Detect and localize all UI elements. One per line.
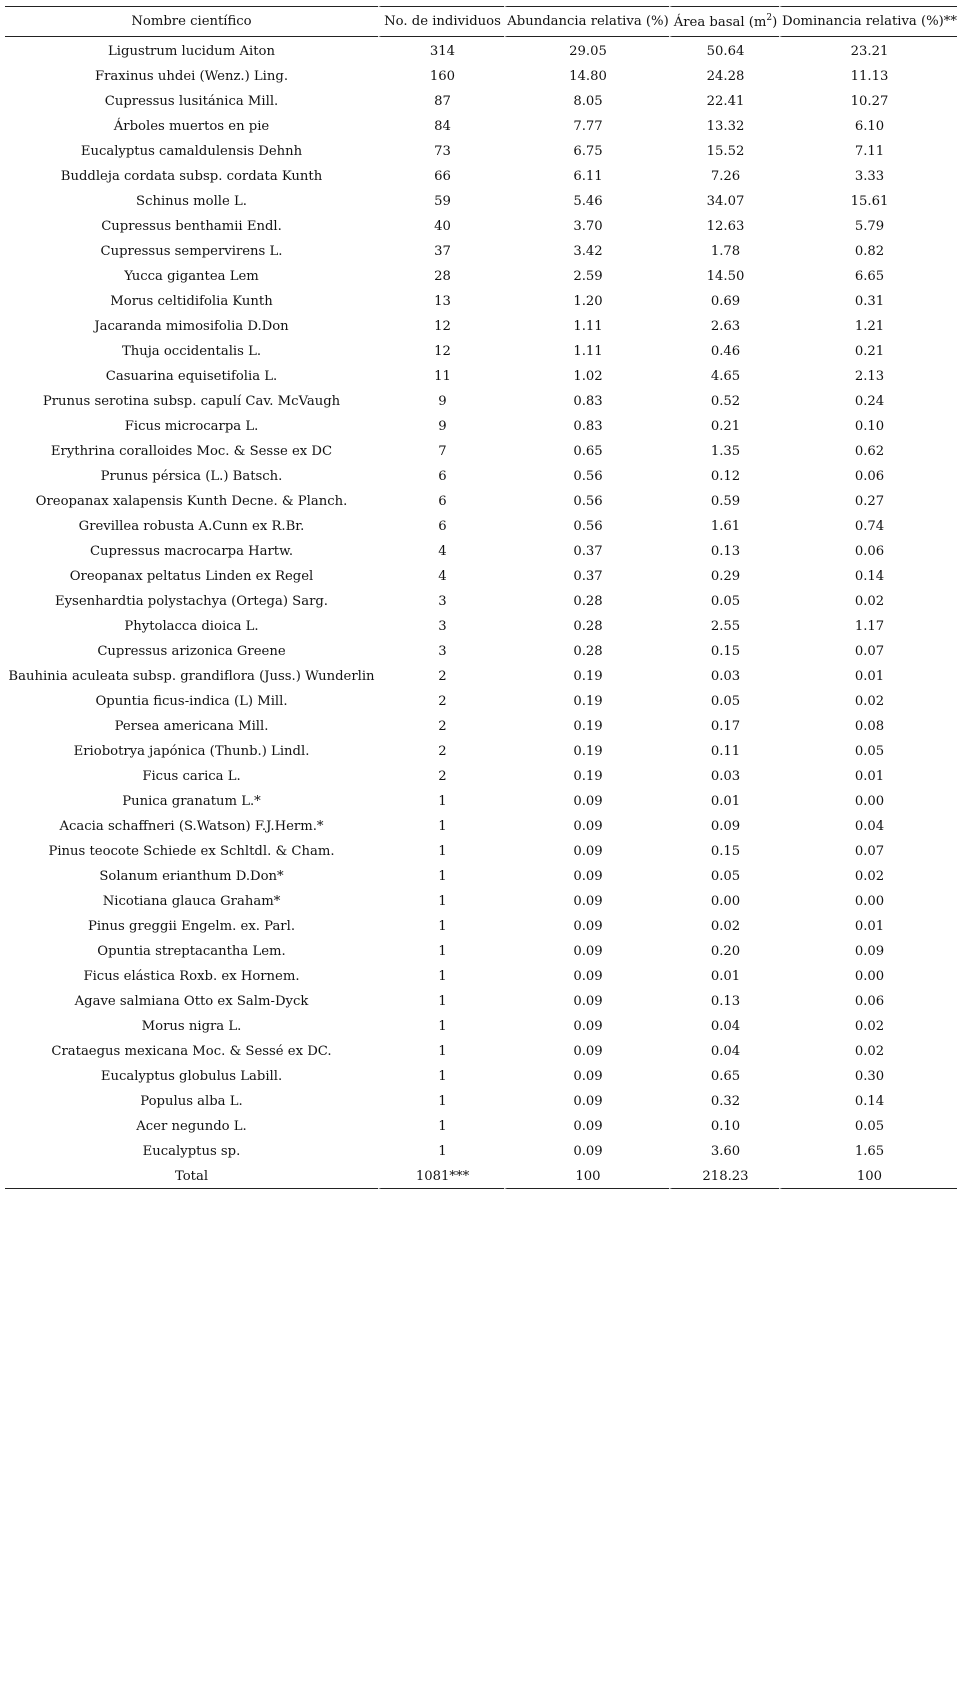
cell-basal-area: 0.05 <box>669 864 779 889</box>
cell-scientific-name: Prunus serotina subsp. capulí Cav. McVaugh <box>42 394 341 409</box>
cell-relative-dominance: 0.82 <box>779 239 957 264</box>
cell-relative-abundance: 0.09 <box>504 789 669 814</box>
cell-scientific-name: Cupressus arizonica Greene <box>97 644 286 659</box>
cell-basal-area: 0.65 <box>669 1064 779 1089</box>
table-row <box>5 389 957 414</box>
cell-scientific-name: Eucalyptus sp. <box>142 1144 241 1159</box>
table-header <box>5 6 957 37</box>
table-row <box>5 89 957 114</box>
cell-basal-area: 0.10 <box>669 1114 779 1139</box>
cell-individuals: 4 <box>378 539 504 564</box>
table-footer <box>5 1164 957 1189</box>
cell-scientific-name: Solanum erianthum D.Don* <box>99 869 284 884</box>
cell-basal-area: 0.15 <box>669 839 779 864</box>
cell-relative-abundance: 0.28 <box>504 639 669 664</box>
cell-basal-area: 0.04 <box>669 1039 779 1064</box>
cell-scientific-name: Prunus pérsica (L.) Batsch. <box>100 469 283 484</box>
cell-relative-abundance: 0.56 <box>504 464 669 489</box>
cell-relative-dominance: 0.02 <box>779 1014 957 1039</box>
cell-basal-area: 7.26 <box>669 164 779 189</box>
cell-individuals: 1 <box>378 1089 504 1114</box>
cell-relative-abundance: 1.02 <box>504 364 669 389</box>
cell-relative-abundance: 1.20 <box>504 289 669 314</box>
cell-individuals: 2 <box>378 689 504 714</box>
cell-individuals: 1 <box>378 1139 504 1164</box>
table-row <box>5 64 957 89</box>
cell-individuals: 1 <box>378 864 504 889</box>
cell-scientific-name: Bauhinia aculeata subsp. grandiflora (Juss.) Wunderlin <box>8 669 375 684</box>
table-row <box>5 464 957 489</box>
cell-scientific-name: Pinus teocote Schiede ex Schltdl. & Cham. <box>48 844 335 859</box>
header-basal-area-close: ) <box>772 15 778 30</box>
table-row <box>5 839 957 864</box>
cell-individuals: 3 <box>378 589 504 614</box>
cell-relative-abundance: 0.09 <box>504 1089 669 1114</box>
cell-scientific-name: Casuarina equisetifolia L. <box>105 369 278 384</box>
cell-scientific-name: Buddleja cordata subsp. cordata Kunth <box>60 169 323 184</box>
cell-individuals: 4 <box>378 564 504 589</box>
cell-relative-dominance: 0.27 <box>779 489 957 514</box>
cell-basal-area: 13.32 <box>669 114 779 139</box>
cell-basal-area: 34.07 <box>669 189 779 214</box>
table-row <box>5 739 957 764</box>
cell-basal-area: 0.03 <box>669 764 779 789</box>
cell-relative-dominance: 0.10 <box>779 414 957 439</box>
cell-relative-abundance: 2.59 <box>504 264 669 289</box>
cell-relative-dominance: 1.21 <box>779 314 957 339</box>
table-row <box>5 1114 957 1139</box>
cell-relative-dominance: 1.65 <box>779 1139 957 1164</box>
species-table <box>5 6 957 1189</box>
cell-relative-dominance: 2.13 <box>779 364 957 389</box>
cell-scientific-name: Agave salmiana Otto ex Salm-Dyck <box>74 994 309 1009</box>
cell-basal-area: 0.09 <box>669 814 779 839</box>
cell-individuals: 87 <box>378 89 504 114</box>
table-row <box>5 239 957 264</box>
table-row <box>5 864 957 889</box>
cell-relative-dominance: 5.79 <box>779 214 957 239</box>
cell-relative-abundance: 1.11 <box>504 314 669 339</box>
cell-relative-abundance: 0.37 <box>504 539 669 564</box>
cell-individuals: 1 <box>378 1039 504 1064</box>
total-basal-area: 218.23 <box>669 1164 779 1189</box>
table-body <box>5 37 957 1164</box>
cell-individuals: 1 <box>378 1014 504 1039</box>
cell-individuals: 3 <box>378 614 504 639</box>
cell-scientific-name: Eucalyptus camaldulensis Dehnh <box>80 144 303 159</box>
cell-relative-dominance: 0.31 <box>779 289 957 314</box>
cell-individuals: 6 <box>378 514 504 539</box>
table-row <box>5 289 957 314</box>
cell-relative-abundance: 29.05 <box>504 37 669 64</box>
cell-relative-abundance: 6.75 <box>504 139 669 164</box>
header-scientific-name: Nombre científico <box>5 6 378 37</box>
cell-individuals: 1 <box>378 839 504 864</box>
table-row <box>5 814 957 839</box>
cell-basal-area: 0.01 <box>669 789 779 814</box>
cell-relative-abundance: 0.09 <box>504 964 669 989</box>
cell-relative-abundance: 0.09 <box>504 814 669 839</box>
cell-scientific-name: Pinus greggii Engelm. ex. Parl. <box>87 919 296 934</box>
cell-basal-area: 1.35 <box>669 439 779 464</box>
table-row <box>5 489 957 514</box>
cell-relative-abundance: 0.09 <box>504 839 669 864</box>
cell-relative-abundance: 0.09 <box>504 889 669 914</box>
cell-individuals: 1 <box>378 1114 504 1139</box>
table-row <box>5 764 957 789</box>
cell-relative-dominance: 15.61 <box>779 189 957 214</box>
cell-scientific-name: Thuja occidentalis L. <box>121 344 262 359</box>
table-row <box>5 1014 957 1039</box>
cell-scientific-name: Ficus elástica Roxb. ex Hornem. <box>83 969 300 984</box>
cell-individuals: 6 <box>378 489 504 514</box>
cell-individuals: 84 <box>378 114 504 139</box>
cell-individuals: 3 <box>378 639 504 664</box>
cell-individuals: 1 <box>378 789 504 814</box>
cell-individuals: 1 <box>378 989 504 1014</box>
cell-individuals: 13 <box>378 289 504 314</box>
cell-basal-area: 0.13 <box>669 989 779 1014</box>
cell-relative-dominance: 7.11 <box>779 139 957 164</box>
cell-basal-area: 0.05 <box>669 589 779 614</box>
cell-scientific-name: Oreopanax peltatus Linden ex Regel <box>69 569 314 584</box>
cell-relative-abundance: 7.77 <box>504 114 669 139</box>
table-row <box>5 889 957 914</box>
cell-individuals: 73 <box>378 139 504 164</box>
cell-scientific-name: Eysenhardtia polystachya (Ortega) Sarg. <box>54 594 329 609</box>
header-relative-abundance: Abundancia relativa (%) <box>504 6 669 37</box>
cell-relative-dominance: 0.02 <box>779 689 957 714</box>
cell-basal-area: 14.50 <box>669 264 779 289</box>
cell-individuals: 1 <box>378 964 504 989</box>
cell-individuals: 40 <box>378 214 504 239</box>
cell-relative-dominance: 0.21 <box>779 339 957 364</box>
table-row <box>5 1064 957 1089</box>
cell-relative-dominance: 6.10 <box>779 114 957 139</box>
cell-relative-dominance: 0.01 <box>779 914 957 939</box>
cell-basal-area: 0.21 <box>669 414 779 439</box>
cell-individuals: 2 <box>378 739 504 764</box>
cell-relative-abundance: 6.11 <box>504 164 669 189</box>
total-abundance: 100 <box>504 1164 669 1189</box>
cell-relative-dominance: 0.62 <box>779 439 957 464</box>
cell-individuals: 2 <box>378 764 504 789</box>
table-row <box>5 114 957 139</box>
cell-relative-dominance: 0.30 <box>779 1064 957 1089</box>
table-row <box>5 1089 957 1114</box>
cell-individuals: 6 <box>378 464 504 489</box>
table-row <box>5 439 957 464</box>
cell-relative-abundance: 0.09 <box>504 914 669 939</box>
cell-relative-abundance: 0.65 <box>504 439 669 464</box>
cell-scientific-name: Morus nigra L. <box>141 1019 242 1034</box>
table-row <box>5 339 957 364</box>
cell-scientific-name: Ficus carica L. <box>142 769 241 784</box>
table-row <box>5 964 957 989</box>
cell-scientific-name: Schinus molle L. <box>136 194 247 209</box>
cell-basal-area: 0.12 <box>669 464 779 489</box>
cell-relative-dominance: 0.01 <box>779 764 957 789</box>
table-row <box>5 1139 957 1164</box>
cell-basal-area: 0.00 <box>669 889 779 914</box>
cell-relative-dominance: 0.09 <box>779 939 957 964</box>
table-row <box>5 689 957 714</box>
cell-basal-area: 0.11 <box>669 739 779 764</box>
cell-relative-abundance: 0.28 <box>504 589 669 614</box>
cell-individuals: 1 <box>378 914 504 939</box>
cell-relative-dominance: 0.06 <box>779 989 957 1014</box>
cell-relative-dominance: 0.02 <box>779 589 957 614</box>
table-row <box>5 664 957 689</box>
cell-basal-area: 0.01 <box>669 964 779 989</box>
cell-scientific-name: Jacaranda mimosifolia D.Don <box>94 319 289 334</box>
cell-relative-abundance: 0.37 <box>504 564 669 589</box>
cell-relative-dominance: 0.05 <box>779 739 957 764</box>
cell-basal-area: 3.60 <box>669 1139 779 1164</box>
table-row <box>5 264 957 289</box>
cell-scientific-name: Phytolacca dioica L. <box>124 619 259 634</box>
cell-basal-area: 1.78 <box>669 239 779 264</box>
cell-scientific-name: Acer negundo L. <box>136 1119 247 1134</box>
cell-scientific-name: Punica granatum L.* <box>122 794 261 809</box>
cell-relative-abundance: 0.83 <box>504 414 669 439</box>
total-individuals: 1081*** <box>378 1164 504 1189</box>
cell-scientific-name: Nicotiana glauca Graham* <box>102 894 281 909</box>
cell-relative-dominance: 0.24 <box>779 389 957 414</box>
table-row <box>5 214 957 239</box>
header-row <box>5 6 957 37</box>
cell-relative-dominance: 0.02 <box>779 864 957 889</box>
cell-relative-abundance: 0.19 <box>504 664 669 689</box>
cell-individuals: 11 <box>378 364 504 389</box>
cell-relative-abundance: 5.46 <box>504 189 669 214</box>
cell-relative-dominance: 0.74 <box>779 514 957 539</box>
cell-basal-area: 0.15 <box>669 639 779 664</box>
cell-scientific-name: Cupressus lusitánica Mill. <box>104 94 279 109</box>
cell-individuals: 160 <box>378 64 504 89</box>
table-row <box>5 989 957 1014</box>
header-relative-dominance: Dominancia relativa (%)** <box>779 6 957 37</box>
cell-scientific-name: Grevillea robusta A.Cunn ex R.Br. <box>78 519 305 534</box>
cell-relative-abundance: 0.09 <box>504 1114 669 1139</box>
cell-basal-area: 2.55 <box>669 614 779 639</box>
cell-relative-abundance: 0.09 <box>504 939 669 964</box>
table-row <box>5 514 957 539</box>
cell-relative-abundance: 0.09 <box>504 864 669 889</box>
cell-basal-area: 0.69 <box>669 289 779 314</box>
cell-relative-dominance: 0.04 <box>779 814 957 839</box>
cell-relative-dominance: 0.14 <box>779 1089 957 1114</box>
cell-scientific-name: Acacia schaffneri (S.Watson) F.J.Herm.* <box>59 819 324 834</box>
cell-relative-abundance: 0.56 <box>504 514 669 539</box>
cell-relative-abundance: 3.42 <box>504 239 669 264</box>
table-row <box>5 914 957 939</box>
cell-relative-dominance: 0.05 <box>779 1114 957 1139</box>
cell-basal-area: 0.02 <box>669 914 779 939</box>
cell-relative-abundance: 0.19 <box>504 689 669 714</box>
table-row <box>5 939 957 964</box>
cell-basal-area: 24.28 <box>669 64 779 89</box>
cell-individuals: 59 <box>378 189 504 214</box>
table-row <box>5 589 957 614</box>
cell-basal-area: 15.52 <box>669 139 779 164</box>
header-basal-area-exponent: 2 <box>766 13 773 23</box>
cell-relative-dominance: 0.01 <box>779 664 957 689</box>
total-dominance: 100 <box>779 1164 957 1189</box>
cell-relative-dominance: 11.13 <box>779 64 957 89</box>
cell-relative-dominance: 0.14 <box>779 564 957 589</box>
total-row <box>5 1164 957 1189</box>
cell-scientific-name: Opuntia ficus-indica (L) Mill. <box>95 694 288 709</box>
table-row <box>5 164 957 189</box>
cell-scientific-name: Crataegus mexicana Moc. & Sessé ex DC. <box>51 1044 332 1059</box>
cell-basal-area: 0.59 <box>669 489 779 514</box>
total-label: Total <box>5 1164 378 1189</box>
cell-relative-abundance: 0.19 <box>504 764 669 789</box>
cell-relative-abundance: 8.05 <box>504 89 669 114</box>
cell-basal-area: 0.32 <box>669 1089 779 1114</box>
cell-individuals: 12 <box>378 314 504 339</box>
cell-scientific-name: Árboles muertos en pie <box>113 119 270 134</box>
cell-scientific-name: Fraxinus uhdei (Wenz.) Ling. <box>94 69 289 84</box>
cell-individuals: 9 <box>378 414 504 439</box>
cell-basal-area: 0.03 <box>669 664 779 689</box>
table-row <box>5 414 957 439</box>
cell-basal-area: 12.63 <box>669 214 779 239</box>
cell-individuals: 314 <box>378 37 504 64</box>
cell-relative-abundance: 14.80 <box>504 64 669 89</box>
table-row <box>5 614 957 639</box>
cell-scientific-name: Ligustrum lucidum Aiton <box>108 44 275 59</box>
cell-basal-area: 0.29 <box>669 564 779 589</box>
cell-relative-dominance: 3.33 <box>779 164 957 189</box>
cell-relative-dominance: 0.06 <box>779 539 957 564</box>
species-table-container <box>5 6 957 1189</box>
cell-relative-dominance: 10.27 <box>779 89 957 114</box>
cell-relative-abundance: 0.83 <box>504 389 669 414</box>
cell-relative-abundance: 0.09 <box>504 989 669 1014</box>
cell-scientific-name: Persea americana Mill. <box>114 719 269 734</box>
table-row <box>5 639 957 664</box>
cell-individuals: 2 <box>378 714 504 739</box>
cell-individuals: 1 <box>378 814 504 839</box>
cell-scientific-name: Erythrina coralloides Moc. & Sesse ex DC <box>50 444 333 459</box>
cell-scientific-name: Oreopanax xalapensis Kunth Decne. & Planch. <box>35 494 348 509</box>
cell-relative-abundance: 0.28 <box>504 614 669 639</box>
cell-scientific-name: Eriobotrya japónica (Thunb.) Lindl. <box>73 744 310 759</box>
table-row <box>5 539 957 564</box>
cell-basal-area: 2.63 <box>669 314 779 339</box>
cell-individuals: 7 <box>378 439 504 464</box>
cell-individuals: 1 <box>378 1064 504 1089</box>
cell-individuals: 28 <box>378 264 504 289</box>
cell-individuals: 12 <box>378 339 504 364</box>
table-row <box>5 189 957 214</box>
cell-scientific-name: Eucalyptus globulus Labill. <box>100 1069 283 1084</box>
cell-scientific-name: Yucca gigantea Lem <box>124 269 259 284</box>
cell-relative-abundance: 0.19 <box>504 739 669 764</box>
cell-basal-area: 22.41 <box>669 89 779 114</box>
cell-relative-dominance: 0.00 <box>779 964 957 989</box>
cell-individuals: 1 <box>378 939 504 964</box>
cell-relative-abundance: 0.09 <box>504 1139 669 1164</box>
cell-relative-abundance: 0.09 <box>504 1064 669 1089</box>
cell-relative-dominance: 0.00 <box>779 789 957 814</box>
cell-basal-area: 0.05 <box>669 689 779 714</box>
cell-individuals: 37 <box>378 239 504 264</box>
cell-basal-area: 50.64 <box>669 37 779 64</box>
cell-relative-abundance: 0.56 <box>504 489 669 514</box>
cell-relative-dominance: 23.21 <box>779 37 957 64</box>
cell-scientific-name: Cupressus macrocarpa Hartw. <box>89 544 294 559</box>
cell-basal-area: 0.13 <box>669 539 779 564</box>
cell-basal-area: 0.46 <box>669 339 779 364</box>
cell-scientific-name: Opuntia streptacantha Lem. <box>97 944 286 959</box>
cell-individuals: 1 <box>378 889 504 914</box>
cell-relative-dominance: 0.08 <box>779 714 957 739</box>
table-row <box>5 37 957 64</box>
cell-relative-dominance: 6.65 <box>779 264 957 289</box>
table-row <box>5 364 957 389</box>
table-row <box>5 714 957 739</box>
table-row <box>5 139 957 164</box>
cell-relative-dominance: 0.06 <box>779 464 957 489</box>
cell-individuals: 66 <box>378 164 504 189</box>
cell-scientific-name: Morus celtidifolia Kunth <box>110 294 273 309</box>
cell-individuals: 9 <box>378 389 504 414</box>
cell-scientific-name: Populus alba L. <box>140 1094 243 1109</box>
cell-relative-dominance: 0.07 <box>779 639 957 664</box>
cell-relative-abundance: 0.09 <box>504 1014 669 1039</box>
table-row <box>5 1039 957 1064</box>
header-individuals: No. de individuos <box>378 6 504 37</box>
header-basal-area <box>669 6 779 37</box>
table-row <box>5 789 957 814</box>
cell-relative-abundance: 0.09 <box>504 1039 669 1064</box>
table-row <box>5 314 957 339</box>
cell-individuals: 2 <box>378 664 504 689</box>
cell-relative-dominance: 1.17 <box>779 614 957 639</box>
cell-relative-abundance: 3.70 <box>504 214 669 239</box>
cell-basal-area: 0.17 <box>669 714 779 739</box>
cell-relative-abundance: 0.19 <box>504 714 669 739</box>
header-basal-area-label: Área basal (m <box>673 15 767 30</box>
cell-relative-abundance: 1.11 <box>504 339 669 364</box>
cell-relative-dominance: 0.00 <box>779 889 957 914</box>
cell-basal-area: 4.65 <box>669 364 779 389</box>
cell-basal-area: 1.61 <box>669 514 779 539</box>
cell-scientific-name: Cupressus sempervirens L. <box>100 244 283 259</box>
cell-basal-area: 0.04 <box>669 1014 779 1039</box>
cell-relative-dominance: 0.07 <box>779 839 957 864</box>
cell-scientific-name: Cupressus benthamii Endl. <box>101 219 282 234</box>
cell-scientific-name: Ficus microcarpa L. <box>124 419 259 434</box>
cell-relative-dominance: 0.02 <box>779 1039 957 1064</box>
cell-basal-area: 0.20 <box>669 939 779 964</box>
cell-basal-area: 0.52 <box>669 389 779 414</box>
table-row <box>5 564 957 589</box>
